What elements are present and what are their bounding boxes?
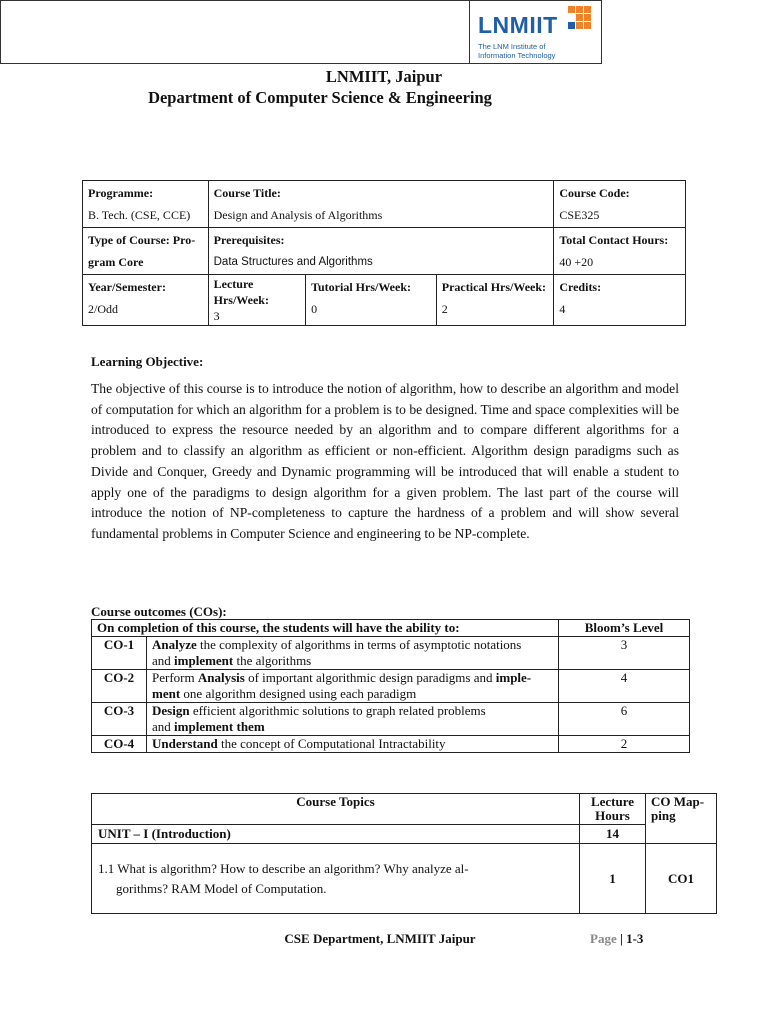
practical-label: Practical Hrs/Week: [441,280,547,294]
course-title-cell [208,181,554,228]
tutorial-cell [306,275,437,326]
co-row [92,703,690,736]
co-code: CO-2 [92,670,147,703]
co-desc: Understand the concept of Computational Intractability [147,736,559,753]
topics-header-row [92,794,717,825]
tutorial-value: 0 [311,302,318,316]
info-row-3 [83,275,686,326]
logo-sub-line-1: The LNM Institute of [478,42,546,51]
contact-label: Total Contact Hours: [559,233,669,247]
info-row-2 [83,228,686,275]
course-code-cell [554,181,686,228]
co-row [92,736,690,753]
course-info-table [82,180,686,326]
contact-cell [554,228,686,275]
hours-col-header: Lecture Hours [580,794,646,825]
co-level: 6 [559,703,690,736]
prereq-value: Data Structures and Algorithms [213,256,373,268]
course-title-label: Course Title: [213,186,281,200]
co-mapping-col-header: CO Map- ping [646,794,717,844]
logo-text: LNMIIT [478,12,558,38]
unit-label: UNIT – I (Introduction) [92,825,580,844]
topic-line-1: 1.1 What is algorithm? How to describe an algorithm? Why analyze al- [98,860,469,876]
co-desc: Analyze the complexity of algorithms in terms of asymptotic notations and implement the algorithms [147,637,559,670]
programme-label: Programme: [88,186,154,200]
programme-value: B. Tech. (CSE, CCE) [88,208,191,222]
page-sep: | [616,931,627,946]
practical-value: 2 [441,302,448,316]
prereq-cell [208,228,554,275]
topic-text [92,844,580,914]
course-code-value: CSE325 [559,208,600,222]
logo-grid-icon [568,6,592,36]
topic-row [92,844,717,914]
logo-subtitle [478,42,555,60]
footer-page [590,931,643,947]
course-outcomes-table [91,619,690,753]
page-number: 1-3 [626,931,644,946]
co-code: CO-3 [92,703,147,736]
department-title: Department of Computer Science & Engineering [148,88,492,107]
course-title-value: Design and Analysis of Algorithms [213,208,383,222]
info-row-1 [83,181,686,228]
year-value: 2/Odd [88,302,118,316]
credits-label: Credits: [559,280,602,294]
learning-objective-heading: Learning Objective: [91,354,204,369]
course-topics-table [91,793,717,914]
type-cell [83,228,209,275]
topic-line-2: gorithms? RAM Model of Computation. [116,880,327,896]
topics-col-header: Course Topics [92,794,580,825]
prereq-label: Prerequisites: [213,233,285,247]
co-level: 2 [559,736,690,753]
contact-value: 40 +20 [559,255,594,269]
credits-value: 4 [559,302,566,316]
practical-cell [436,275,554,326]
co-row [92,670,690,703]
year-cell [83,275,209,326]
topic-hours: 1 [580,844,646,914]
unit-row [92,825,717,844]
year-label: Year/Semester: [88,280,166,294]
co-level-header: Bloom’s Level [559,620,690,637]
co-code: CO-1 [92,637,147,670]
page-word: Page [590,931,617,946]
co-level: 3 [559,637,690,670]
co-level: 4 [559,670,690,703]
co-desc: Design efficient algorithmic solutions to graph related problems and implement them [147,703,559,736]
lecture-cell [208,275,305,326]
programme-cell [83,181,209,228]
course-outcomes-heading: Course outcomes (COs): [91,604,227,619]
learning-objective-text: The objective of this course is to introduce the notion of algorithm, how to describe an algorithm and model of computation for which an algorithm for a problem is to be designed. Time and space complexities will be introduced to express the resource needed by an algorithm and to compare different algorithms for a problem and to classify an algorithm as efficient or non-efficient. Algorithm design paradigms such as Divide and Conquer, Greedy and Dynamic programming will be introduced that will enable a student to apply one of the paradigms to design algorithm for a given problem. The last part of the course will introduce the notion of NP-completeness to capture the hardness of a problem and will show several fundamental problems in Computer Science and engineering to be NP-complete. [91,381,679,541]
unit-hours: 14 [580,825,646,844]
footer-department: CSE Department, LNMIIT Jaipur [284,931,476,946]
co-row [92,637,690,670]
logo-sub-line-2: Information Technology [478,51,556,60]
course-code-label: Course Code: [559,186,630,200]
header-divider [469,0,470,64]
co-header-row [92,620,690,637]
co-desc: Perform Analysis of important algorithmic design paradigms and imple- ment one algorithm designed using each paradigm [147,670,559,703]
co-desc-header: On completion of this course, the students will have the ability to: [92,620,559,637]
lecture-label: Lecture Hrs/Week: [213,277,269,307]
co-code: CO-4 [92,736,147,753]
tutorial-label: Tutorial Hrs/Week: [311,280,411,294]
type-value: gram Core [88,255,144,269]
lecture-value: 3 [213,309,220,323]
topic-co-map: CO1 [646,844,717,914]
type-label: Type of Course: Pro- [88,233,196,247]
institute-title: LNMIIT, Jaipur [325,67,443,86]
credits-cell [554,275,686,326]
